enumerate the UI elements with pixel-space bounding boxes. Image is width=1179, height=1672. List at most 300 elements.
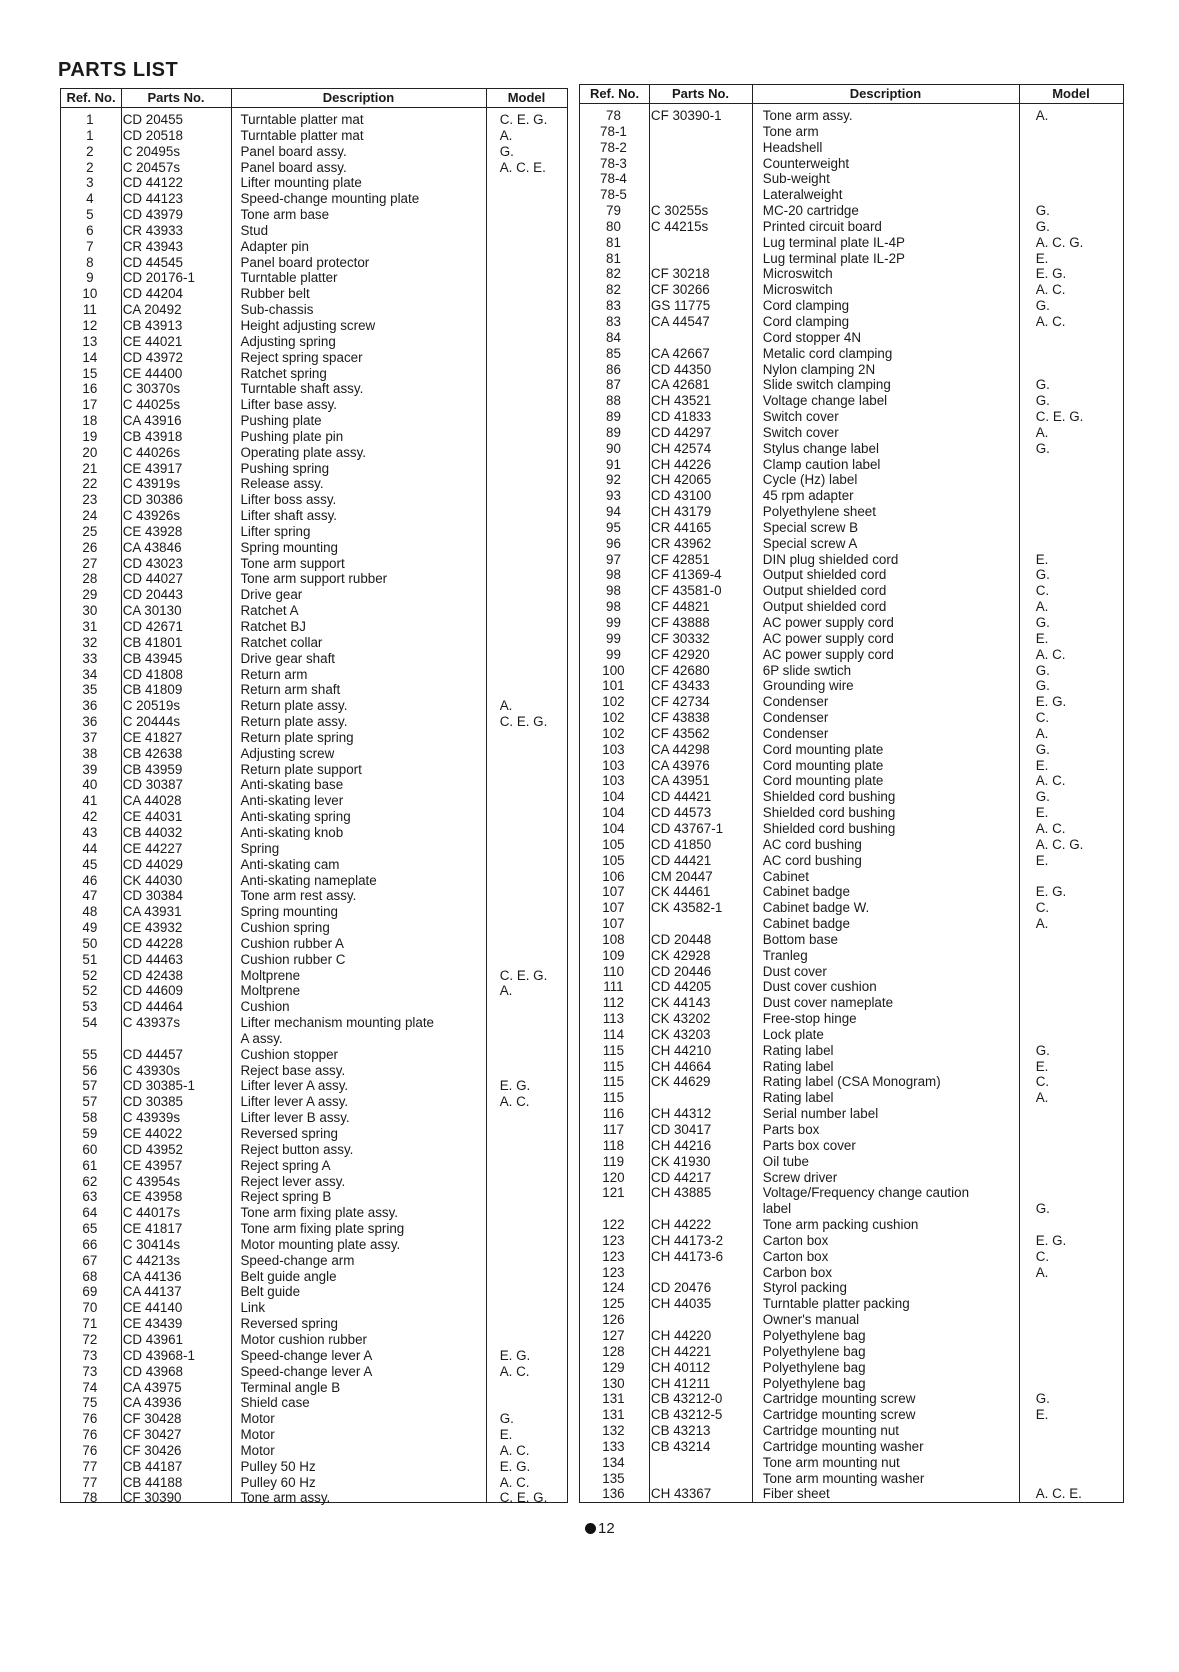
model-cell xyxy=(486,350,567,366)
model-cell: C. E. G. xyxy=(499,112,548,127)
ref-no-cell: 26 xyxy=(82,539,98,555)
model-cell xyxy=(486,318,567,334)
ref-no-cell: 37 xyxy=(82,729,98,745)
description-cell: 6P slide swtich xyxy=(762,662,852,678)
model-cell xyxy=(1022,1280,1123,1296)
description-cell: Polyethylene bag xyxy=(762,1343,866,1359)
parts-no-cell: CD 44421 xyxy=(650,852,712,868)
description-cell: Tranleg xyxy=(762,947,808,963)
table-row xyxy=(61,1189,567,1205)
parts-table-right xyxy=(579,84,1124,1503)
ref-no-cell: 1 xyxy=(86,127,94,143)
parts-no-cell xyxy=(647,1312,751,1328)
table-row xyxy=(580,1043,1123,1059)
ref-no-cell: 103 xyxy=(602,773,625,789)
ref-no-cell: 93 xyxy=(606,488,621,504)
ref-no-cell: 74 xyxy=(82,1379,98,1395)
table-row xyxy=(61,302,567,318)
ref-no-cell: 3 xyxy=(86,175,94,191)
model-cell xyxy=(1022,1106,1123,1122)
table-row xyxy=(61,318,567,334)
table-row xyxy=(61,746,567,762)
description-cell: Shielded cord bushing xyxy=(762,805,896,821)
ref-no-cell: 80 xyxy=(606,218,621,234)
parts-no-cell: CH 44220 xyxy=(650,1327,712,1343)
ref-no-cell: 49 xyxy=(82,920,98,936)
parts-no-cell: CA 44298 xyxy=(650,741,710,757)
table-row xyxy=(580,678,1123,694)
parts-no-cell xyxy=(647,1201,751,1217)
parts-no-cell: C 20457s xyxy=(122,159,181,175)
model-cell: C. E. G. xyxy=(1035,409,1084,425)
table-row xyxy=(580,1249,1123,1265)
model-cell xyxy=(486,730,567,746)
model-cell: G. xyxy=(1035,1391,1050,1407)
description-cell: Adjusting spring xyxy=(240,333,336,349)
model-cell xyxy=(486,556,567,572)
description-cell: Return arm shaft xyxy=(240,682,341,698)
parts-no-cell: CD 44464 xyxy=(122,999,184,1015)
description-cell: Pulley 50 Hz xyxy=(240,1458,316,1474)
parts-no-cell: CF 30390-1 xyxy=(650,108,722,123)
description-cell: Tone arm rest assy. xyxy=(240,888,357,904)
ref-no-cell: 83 xyxy=(606,298,621,314)
ref-no-cell: 2 xyxy=(86,159,94,175)
description-cell: Motor xyxy=(240,1411,275,1427)
ref-no-cell: 127 xyxy=(602,1327,625,1343)
parts-no-cell: CF 42734 xyxy=(650,694,710,710)
table-row xyxy=(61,1348,567,1364)
ref-no-cell: 98 xyxy=(606,599,621,615)
ref-no-cell: 102 xyxy=(602,694,625,710)
ref-no-cell: 89 xyxy=(606,409,621,425)
ref-no-cell: 30 xyxy=(82,603,98,619)
parts-table-left xyxy=(60,88,568,1506)
table-row xyxy=(61,603,567,619)
table-row xyxy=(580,298,1123,314)
model-cell xyxy=(1022,504,1123,520)
parts-no-cell: CD 41808 xyxy=(122,666,184,682)
ref-no-cell: 107 xyxy=(602,916,625,932)
description-cell: Serial number label xyxy=(762,1106,879,1122)
model-cell xyxy=(1022,979,1123,995)
table-row xyxy=(580,330,1123,346)
model-cell xyxy=(486,936,567,952)
parts-no-cell: CF 30390 xyxy=(122,1490,182,1506)
page-title: PARTS LIST xyxy=(58,59,179,81)
model-cell xyxy=(1022,948,1123,964)
ref-no-cell: 135 xyxy=(602,1470,625,1486)
model-cell xyxy=(486,1126,567,1142)
description-cell: Rubber belt xyxy=(240,286,310,302)
description-cell: Cord mounting plate xyxy=(762,741,884,757)
model-cell: A. xyxy=(499,698,513,714)
model-cell xyxy=(486,793,567,809)
table-row xyxy=(61,1411,567,1427)
parts-no-cell: C 44026s xyxy=(122,444,181,460)
model-cell: A. xyxy=(1035,1264,1049,1280)
model-cell: E. xyxy=(1035,852,1049,868)
parts-no-cell xyxy=(647,171,751,187)
parts-no-cell xyxy=(647,1265,751,1281)
table-row xyxy=(61,714,567,730)
ref-no-cell: 103 xyxy=(602,757,625,773)
description-cell: Cushion rubber C xyxy=(240,951,346,967)
ref-no-cell: 97 xyxy=(606,551,621,567)
description-cell: Link xyxy=(240,1300,266,1316)
table-row xyxy=(61,207,567,223)
table-row xyxy=(580,171,1123,187)
ref-no-cell: 24 xyxy=(82,508,98,524)
model-cell xyxy=(1022,1185,1123,1201)
table-row xyxy=(61,571,567,587)
parts-no-cell: CA 42681 xyxy=(650,377,710,393)
model-cell xyxy=(486,366,567,382)
table-row xyxy=(61,635,567,651)
model-cell: E. xyxy=(1035,551,1049,567)
table-row xyxy=(61,429,567,445)
description-cell: AC power supply cord xyxy=(762,646,894,662)
table-row xyxy=(61,920,567,936)
model-cell xyxy=(1022,1217,1123,1233)
parts-no-cell: CB 44187 xyxy=(122,1458,183,1474)
ref-no-cell: 64 xyxy=(82,1205,98,1221)
table-row xyxy=(580,235,1123,251)
table-row xyxy=(61,508,567,524)
description-cell: Polyethylene bag xyxy=(762,1327,866,1343)
ref-no-cell: 90 xyxy=(606,440,621,456)
ref-no-cell: 14 xyxy=(82,349,98,365)
model-cell: A. xyxy=(1035,916,1049,932)
ref-no-cell: 78-3 xyxy=(600,155,627,171)
parts-rows-right xyxy=(580,108,1123,1502)
description-cell: Cabinet badge xyxy=(762,884,850,900)
ref-no-cell: 131 xyxy=(602,1407,625,1423)
model-cell: A. C. xyxy=(1035,313,1066,329)
model-cell xyxy=(1022,457,1123,473)
model-cell: A. C. G. xyxy=(1035,836,1084,852)
description-cell: Tone arm mounting washer xyxy=(762,1470,925,1486)
parts-no-cell xyxy=(647,235,751,251)
description-cell: Cabinet xyxy=(762,868,809,884)
parts-no-cell: CA 44137 xyxy=(122,1284,182,1300)
description-cell: Cartridge mounting screw xyxy=(762,1407,916,1423)
model-cell: C. xyxy=(1035,1074,1050,1090)
table-row xyxy=(580,694,1123,710)
description-cell: Tone arm fixing plate spring xyxy=(240,1221,405,1237)
model-cell: A. C. xyxy=(499,1442,530,1458)
table-row xyxy=(61,1316,567,1332)
parts-no-cell: CD 44545 xyxy=(122,254,184,270)
parts-no-cell: C 43930s xyxy=(122,1062,181,1078)
parts-no-cell: CA 43951 xyxy=(650,773,710,789)
parts-no-cell: CH 42574 xyxy=(650,440,712,456)
model-cell: C. xyxy=(1035,900,1050,916)
parts-no-cell: CD 43968-1 xyxy=(122,1347,195,1363)
model-cell: C. xyxy=(1035,1248,1050,1264)
ref-no-cell: 52 xyxy=(82,983,98,999)
description-cell: Turntable platter xyxy=(240,270,338,286)
description-cell: DIN plug shielded cord xyxy=(762,551,899,567)
table-row xyxy=(61,366,567,382)
parts-no-cell: CB 43913 xyxy=(122,317,183,333)
description-cell: AC cord bushing xyxy=(762,852,862,868)
ref-no-cell: 12 xyxy=(82,317,98,333)
description-cell: Lifter mounting plate xyxy=(240,175,362,191)
table-row xyxy=(61,1015,567,1031)
table-row xyxy=(580,837,1123,853)
table-row xyxy=(580,1106,1123,1122)
parts-no-cell: C 43919s xyxy=(122,476,181,492)
ref-no-cell: 104 xyxy=(602,789,625,805)
table-row xyxy=(580,631,1123,647)
description-cell: Sub-chassis xyxy=(240,302,314,318)
parts-no-cell: C 43939s xyxy=(122,1110,181,1126)
table-row xyxy=(61,667,567,683)
ref-no-cell: 4 xyxy=(86,191,94,207)
model-cell: E. G. xyxy=(499,1458,531,1474)
ref-no-cell: 1 xyxy=(86,112,94,127)
model-cell: G. xyxy=(1035,393,1050,409)
table-row xyxy=(61,857,567,873)
description-cell: A assy. xyxy=(240,1030,283,1046)
table-row xyxy=(61,144,567,160)
table-row xyxy=(580,425,1123,441)
description-cell: Pushing plate xyxy=(240,413,322,429)
parts-no-cell: CK 44629 xyxy=(650,1074,711,1090)
model-cell: C. xyxy=(1035,583,1050,599)
parts-no-cell: CD 44297 xyxy=(650,424,712,440)
table-row xyxy=(61,540,567,556)
parts-no-cell: CA 43916 xyxy=(122,413,182,429)
parts-no-cell: CF 42680 xyxy=(650,662,710,678)
table-row xyxy=(580,472,1123,488)
parts-no-cell: CD 20476 xyxy=(650,1280,712,1296)
parts-no-cell: CF 42851 xyxy=(650,551,710,567)
ref-no-cell xyxy=(61,1031,119,1047)
table-row xyxy=(61,841,567,857)
description-cell: Pulley 60 Hz xyxy=(240,1474,316,1490)
ref-no-cell: 111 xyxy=(603,979,624,995)
parts-no-cell: CD 44204 xyxy=(122,286,184,302)
parts-rows-left xyxy=(61,112,567,1506)
table-row xyxy=(61,1300,567,1316)
model-cell: G. xyxy=(1035,789,1050,805)
model-cell xyxy=(486,334,567,350)
parts-no-cell: CD 44027 xyxy=(122,571,184,587)
table-row xyxy=(61,682,567,698)
parts-no-cell: CD 44228 xyxy=(122,935,184,951)
parts-no-cell: C 30255s xyxy=(650,203,709,219)
description-cell: Voltage/Frequency change caution xyxy=(762,1185,970,1201)
parts-no-cell: CB 43918 xyxy=(122,428,183,444)
table-row xyxy=(580,409,1123,425)
model-cell: G. xyxy=(1035,741,1050,757)
parts-no-cell: CE 41817 xyxy=(122,1221,183,1237)
description-cell: Speed-change mounting plate xyxy=(240,191,420,207)
table-row xyxy=(580,1486,1123,1502)
table-row xyxy=(61,936,567,952)
table-row xyxy=(580,124,1123,140)
model-cell xyxy=(486,635,567,651)
model-cell xyxy=(486,1110,567,1126)
description-cell: Cord mounting plate xyxy=(762,773,884,789)
ref-no-cell: 73 xyxy=(82,1347,98,1363)
model-cell: A. C. xyxy=(1035,820,1066,836)
model-cell: A. xyxy=(499,983,513,999)
ref-no-cell: 104 xyxy=(602,820,625,836)
ref-no-cell: 46 xyxy=(82,872,98,888)
ref-no-cell: 78 xyxy=(606,108,621,123)
ref-no-cell: 84 xyxy=(606,329,621,345)
table-row xyxy=(61,413,567,429)
description-cell: Cartridge mounting washer xyxy=(762,1438,924,1454)
table-row xyxy=(580,140,1123,156)
table-row xyxy=(61,1459,567,1475)
ref-no-cell: 78-2 xyxy=(600,139,627,155)
ref-no-cell: 81 xyxy=(606,250,621,266)
table-row xyxy=(61,1269,567,1285)
ref-no-cell: 123 xyxy=(602,1232,625,1248)
ref-no-cell: 86 xyxy=(606,361,621,377)
model-cell: A. C. xyxy=(499,1474,530,1490)
parts-no-cell: CF 42920 xyxy=(650,646,710,662)
table-row xyxy=(580,1328,1123,1344)
table-row xyxy=(580,282,1123,298)
table-row xyxy=(580,964,1123,980)
parts-no-cell: CA 30130 xyxy=(122,603,182,619)
parts-no-cell: CD 44122 xyxy=(122,175,184,191)
model-cell xyxy=(486,682,567,698)
parts-no-cell xyxy=(647,1090,751,1106)
model-cell: G. xyxy=(1035,1201,1050,1217)
parts-no-cell xyxy=(647,124,751,140)
description-cell: Lifter spring xyxy=(240,523,311,539)
parts-no-cell: CF 43433 xyxy=(650,678,710,694)
description-cell: 45 rpm adapter xyxy=(762,488,854,504)
parts-no-cell: CF 43888 xyxy=(650,615,710,630)
table-row xyxy=(580,869,1123,885)
parts-no-cell: CD 43023 xyxy=(122,555,184,571)
table-row xyxy=(580,805,1123,821)
ref-no-cell: 120 xyxy=(602,1169,625,1185)
table-row xyxy=(580,1217,1123,1233)
model-cell xyxy=(486,1284,567,1300)
ref-no-cell: 66 xyxy=(82,1236,98,1252)
ref-no-cell: 9 xyxy=(86,270,94,286)
ref-no-cell: 19 xyxy=(82,428,98,444)
model-cell xyxy=(486,809,567,825)
description-cell: Switch cover xyxy=(762,409,839,425)
parts-no-cell: CH 43179 xyxy=(650,504,712,520)
description-cell: Screw driver xyxy=(762,1169,838,1185)
description-cell: Tone arm assy. xyxy=(240,1490,331,1506)
table-row xyxy=(580,821,1123,837)
parts-no-cell: CH 44222 xyxy=(650,1217,712,1233)
table-row xyxy=(580,203,1123,219)
ref-no-cell: 122 xyxy=(602,1217,625,1233)
parts-no-cell xyxy=(647,156,751,172)
description-cell: Tone arm fixing plate assy. xyxy=(240,1205,399,1221)
parts-no-cell: C 44215s xyxy=(650,218,709,234)
description-cell: Anti-skating cam xyxy=(240,856,340,872)
ref-no-cell: 34 xyxy=(82,666,98,682)
parts-no-cell: CE 44140 xyxy=(122,1300,183,1316)
parts-no-cell: CD 43972 xyxy=(122,349,184,365)
description-cell: Grounding wire xyxy=(762,678,854,694)
table-row xyxy=(580,457,1123,473)
ref-no-cell: 109 xyxy=(602,947,625,963)
model-cell: G. xyxy=(1035,440,1050,456)
ref-no-cell: 123 xyxy=(602,1248,625,1264)
ref-no-cell: 132 xyxy=(602,1423,625,1439)
description-cell: Motor xyxy=(240,1427,275,1443)
parts-no-cell: CD 42671 xyxy=(122,619,184,634)
table-row xyxy=(61,476,567,492)
model-cell xyxy=(1022,932,1123,948)
model-cell: E. G. xyxy=(499,1347,531,1363)
description-cell: Reversed spring xyxy=(240,1126,338,1141)
description-cell: Moltprene xyxy=(240,983,301,999)
description-cell: Carton box xyxy=(762,1248,829,1264)
table-row xyxy=(580,1471,1123,1487)
description-cell: Styrol packing xyxy=(762,1280,847,1296)
parts-no-cell: CB 43959 xyxy=(122,761,183,777)
model-cell xyxy=(486,381,567,397)
model-cell xyxy=(486,873,567,889)
model-cell: A. xyxy=(1035,599,1049,615)
table-row xyxy=(580,599,1123,615)
ref-no-cell: 36 xyxy=(82,698,98,714)
description-cell: Slide switch clamping xyxy=(762,377,891,393)
ref-no-cell: 133 xyxy=(602,1438,625,1454)
description-cell: Carbon box xyxy=(762,1264,833,1280)
parts-no-cell: C 43954s xyxy=(122,1173,181,1189)
parts-no-cell xyxy=(119,1031,229,1047)
description-cell: Shielded cord bushing xyxy=(762,789,896,805)
model-cell xyxy=(1022,187,1123,203)
description-cell: Cabinet badge xyxy=(762,916,850,932)
parts-no-cell: CF 30218 xyxy=(650,266,710,282)
table-row xyxy=(580,710,1123,726)
model-cell xyxy=(1022,1439,1123,1455)
ref-no-cell: 17 xyxy=(82,397,98,413)
table-row xyxy=(580,1090,1123,1106)
model-cell xyxy=(486,476,567,492)
description-cell: Printed circuit board xyxy=(762,218,882,234)
table-row xyxy=(580,900,1123,916)
ref-no-cell: 95 xyxy=(606,519,621,535)
parts-no-cell: C 44213s xyxy=(122,1252,181,1268)
parts-no-cell: CE 43917 xyxy=(122,460,183,476)
ref-no-cell: 18 xyxy=(82,413,98,429)
parts-no-cell: CF 30266 xyxy=(650,282,710,298)
model-cell xyxy=(486,888,567,904)
parts-no-cell xyxy=(647,187,751,203)
model-cell: A. C. xyxy=(499,1363,530,1379)
table-row xyxy=(61,1094,567,1110)
ref-no-cell: 124 xyxy=(602,1280,625,1296)
parts-no-cell: CD 41850 xyxy=(650,836,712,852)
description-cell: Lifter lever A assy. xyxy=(240,1078,349,1094)
description-cell: AC power supply cord xyxy=(762,630,894,646)
table-row xyxy=(580,1455,1123,1471)
ref-no-cell: 23 xyxy=(82,492,98,508)
table-row xyxy=(61,556,567,572)
table-row xyxy=(61,730,567,746)
description-cell: Special screw A xyxy=(762,535,858,551)
model-cell xyxy=(486,841,567,857)
